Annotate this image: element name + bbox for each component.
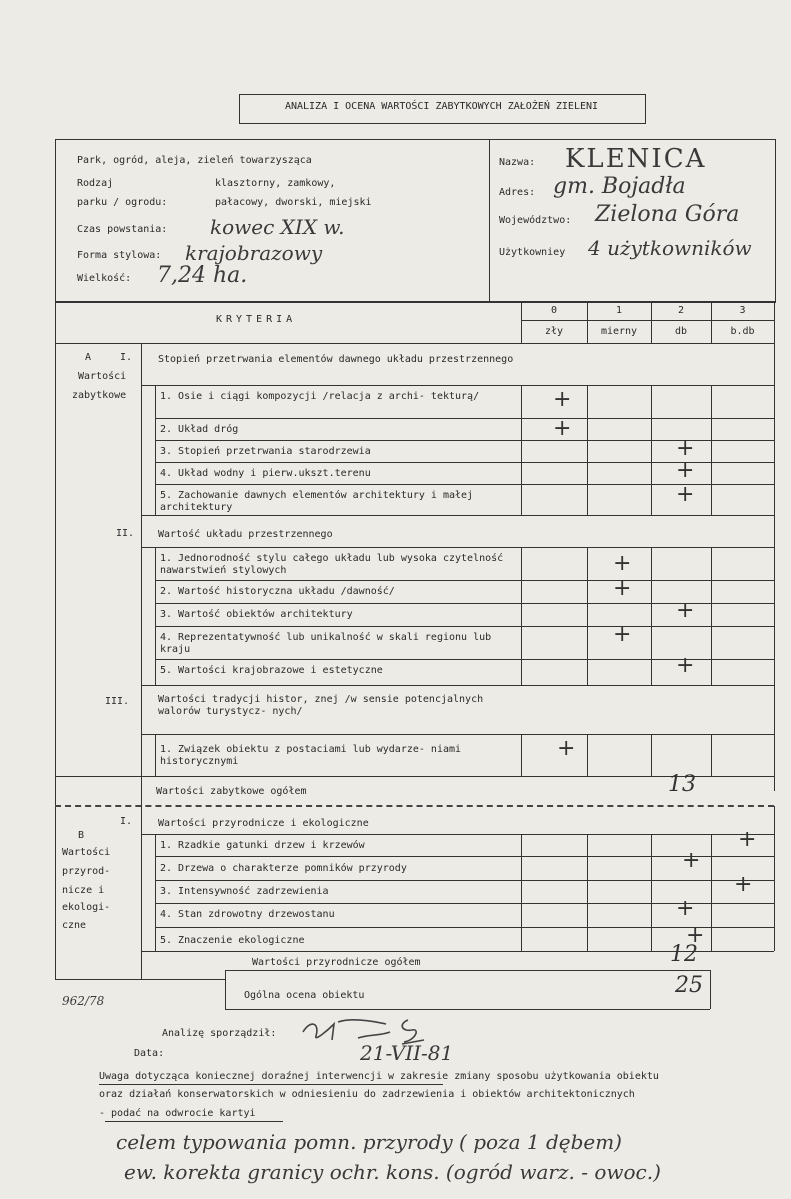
parku-label: parku / ogrodu: [77, 197, 168, 208]
row-b-3: 3. Intensywność zadrzewienia [160, 886, 329, 897]
czas-label: Czas powstania: [77, 224, 168, 235]
group-b-title: Wartości przyrodnicze i ekologiczne [158, 818, 369, 829]
row-i-1: 1. Osie i ciągi kompozycji /relacja z archi- tekturą/ [160, 391, 480, 402]
uzytkownicy-label: Użytkowniey [499, 247, 566, 258]
total-b-label: Wartości przyrodnicze ogółem [252, 957, 421, 968]
total-a-label: Wartości zabytkowe ogółem [156, 786, 307, 797]
mark-b-1: + [738, 827, 757, 852]
score-0-label: zły [544, 326, 564, 337]
mark-ii-5: + [676, 653, 695, 678]
row-i-2: 2. Układ dróg [160, 424, 239, 435]
row-ii-3: 3. Wartość obiektów architektury [160, 609, 353, 620]
mark-i-3: + [676, 436, 695, 461]
row-b-2: 2. Drzewa o charakterze pomników przyrody [160, 863, 407, 874]
row-b-1: 1. Rzadkie gatunki drzew i krzewów [160, 840, 365, 851]
uwaga-line-3: - podać na odwrocie kartyi [99, 1108, 256, 1119]
analize-label: Analizę sporządził: [162, 1028, 277, 1039]
row-i-3: 3. Stopień przetrwania starodrzewia [160, 446, 371, 457]
handwritten-note-2: ew. korekta granicy ochr. kons. (ogród warz. - owoc.) [124, 1160, 661, 1184]
section-b-line-2: przyrod- [62, 866, 111, 877]
score-3-label: b.db [730, 326, 755, 337]
section-a-name-1: Wartości [78, 371, 127, 382]
score-2-num: 2 [677, 305, 685, 316]
uzytkownicy-value: 4 użytkowników [588, 236, 752, 260]
handwritten-note-1: celem typowania pomn. przyrody ( poza 1 dębem) [116, 1130, 622, 1154]
mark-b-2: + [682, 848, 701, 873]
wielkosc-value: 7,24 ha. [157, 263, 248, 288]
uwaga-line-2: oraz działań konserwatorskich w odniesieniu do zadrzewienia i obiektów architektonicznych [99, 1089, 635, 1100]
score-3-num: 3 [739, 305, 746, 316]
wojewodztwo-value: Zielona Góra [595, 202, 740, 227]
row-iii-1: 1. Związek obiektu z postaciami lub wydarze- niami historycznymi [160, 744, 462, 767]
row-ii-2: 2. Wartość historyczna układu /dawność/ [160, 586, 395, 597]
section-a-letter: A [85, 352, 92, 363]
mark-ii-1: + [613, 551, 632, 576]
nazwa-value: KLENICA [565, 144, 707, 174]
row-b-5: 5. Znaczenie ekologiczne [160, 935, 305, 946]
forma-label: Forma stylowa: [77, 250, 162, 261]
rodzaj-options: klasztorny, zamkowy, [215, 178, 336, 189]
wielkosc-label: Wielkość: [77, 273, 132, 284]
mark-ii-4: + [613, 622, 632, 647]
overall-value: 25 [675, 973, 703, 998]
row-ii-5: 5. Wartości krajobrazowe i estetyczne [160, 665, 383, 676]
forma-value: krajobrazowy [185, 241, 323, 265]
nazwa-label: Nazwa: [499, 157, 536, 168]
mark-ii-2: + [613, 576, 632, 601]
mark-i-2: + [553, 416, 572, 441]
mark-i-1: + [553, 387, 572, 412]
overall-label: Ogólna ocena obiektu [244, 990, 365, 1001]
data-label: Data: [134, 1048, 165, 1059]
data-value: 21-VII-81 [360, 1041, 454, 1065]
uwaga-line-1: Uwaga dotycząca koniecznej doraźnej interwencji w zakresie zmiany sposobu użytkowania obiektu [99, 1071, 659, 1082]
section-b-line-1: Wartości [62, 847, 111, 858]
group-ii-roman: II. [116, 528, 135, 539]
score-0-num: 0 [550, 305, 558, 316]
group-iii-roman: III. [105, 696, 130, 707]
total-a-value: 13 [668, 772, 696, 797]
mark-b-4: + [676, 896, 695, 921]
section-a-name-2: zabytkowe [72, 390, 127, 401]
mark-ii-3: + [676, 598, 695, 623]
mark-i-5: + [676, 482, 695, 507]
mark-b-5: + [686, 923, 705, 948]
mark-b-3: + [734, 872, 753, 897]
section-b-line-3: nicze i [62, 885, 105, 896]
row-i-4: 4. Układ wodny i pierw.ukszt.terenu [160, 468, 371, 479]
score-1-label: mierny [600, 326, 638, 337]
section-b-line-5: czne [62, 920, 87, 931]
group-i-title: Stopień przetrwania elementów dawnego układu przestrzennego [158, 354, 514, 365]
wojewodztwo-label: Województwo: [499, 215, 572, 226]
adres-value: gm. Bojadła [553, 174, 686, 199]
park-type-line: Park, ogród, aleja, zieleń towarzysząca [77, 155, 312, 166]
section-b-line-4: ekologi- [62, 902, 111, 913]
score-1-num: 1 [615, 305, 623, 316]
score-2-label: db [674, 326, 688, 337]
total-b-value: 12 [670, 942, 698, 967]
czas-value: kowec XIX w. [210, 215, 345, 239]
row-b-4: 4. Stan zdrowotny drzewostanu [160, 909, 335, 920]
group-iii-title: Wartości tradycji histor, znej /w sensie potencjalnych walorów turystycz- nych/ [158, 694, 484, 717]
section-a-roman: I. [120, 352, 133, 363]
kryteria-header: KRYTERIA [216, 314, 297, 325]
parku-options: pałacowy, dworski, miejski [215, 197, 372, 208]
adres-label: Adres: [499, 187, 536, 198]
mark-iii-1: + [557, 736, 576, 761]
section-b-roman: I. [120, 816, 133, 827]
mark-i-4: + [676, 458, 695, 483]
row-ii-1: 1. Jednorodność stylu całego układu lub wysoka czytelność nawarstwień stylowych [160, 553, 504, 576]
rodzaj-label: Rodzaj [77, 178, 114, 189]
row-ii-4: 4. Reprezentatywność lub unikalność w skali regionu lub kraju [160, 632, 492, 655]
side-number: 962/78 [62, 994, 105, 1008]
document-title: ANALIZA I OCENA WARTOŚCI ZABYTKOWYCH ZAŁOŻEŃ ZIELENI [284, 101, 599, 112]
group-ii-title: Wartość układu przestrzennego [158, 529, 333, 540]
section-b-letter: B [78, 830, 85, 841]
row-i-5: 5. Zachowanie dawnych elementów architektury i małej architektury [160, 490, 474, 513]
